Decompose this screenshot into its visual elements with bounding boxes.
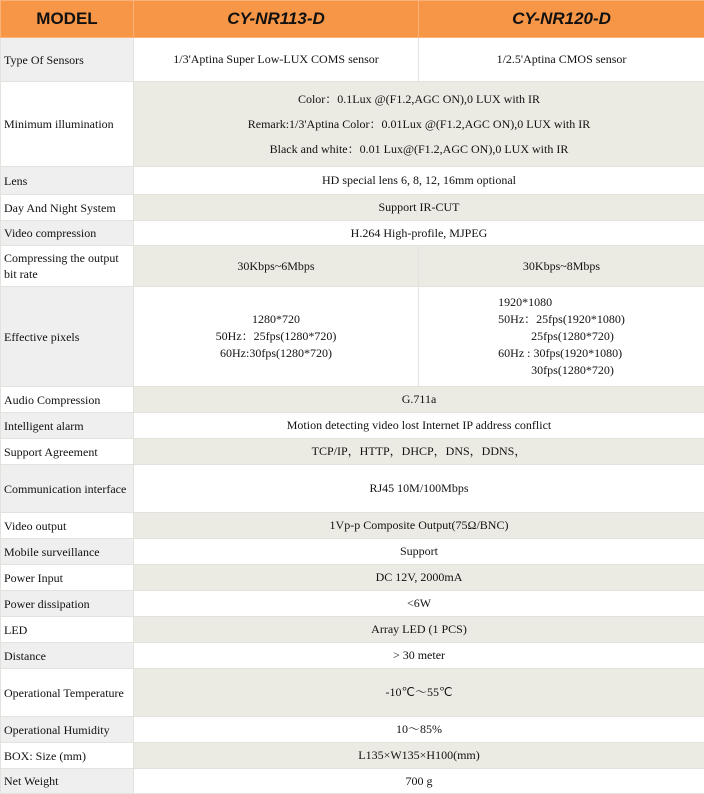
row-label: Video output [1, 513, 134, 539]
row-day-night [1, 195, 704, 221]
row-mobile [1, 539, 704, 565]
value-shared: DC 12V, 2000mA [134, 565, 704, 591]
row-label: LED [1, 617, 134, 643]
row-led [1, 617, 704, 643]
row-power-dissipation [1, 591, 704, 617]
row-protocol [1, 439, 704, 465]
row-label: Type Of Sensors [1, 38, 134, 82]
row-label: Lens [1, 167, 134, 195]
row-box-size [1, 743, 704, 769]
value-shared: -10℃～55℃ [134, 669, 704, 717]
row-label: BOX: Size (mm) [1, 743, 134, 769]
row-label: Net Weight [1, 769, 134, 794]
value-shared: 700 g [134, 769, 704, 794]
value-shared [134, 82, 704, 167]
row-bitrate [1, 246, 704, 287]
row-illumination [1, 82, 704, 167]
illum-line: Black and white：0.01 Lux@(F1.2,AGC ON),0 LUX with IR [269, 141, 569, 156]
row-alarm [1, 413, 704, 439]
value-model-2: 1/2.5'Aptina CMOS sensor [419, 38, 704, 82]
row-label: Operational Humidity [1, 717, 134, 743]
value-shared: Array LED (1 PCS) [134, 617, 704, 643]
pixels-text: 1920*1080 50Hz：25fps(1920*1080) 25fps(1280*720) 60Hz : 30fps(1920*1080) 30fps(1280*720) [498, 295, 625, 377]
row-effective-pixels [1, 287, 704, 387]
row-label: Support Agreement [1, 439, 134, 465]
value-shared: H.264 High-profile, MJPEG [134, 221, 704, 246]
header-row [1, 1, 704, 38]
row-audio [1, 387, 704, 413]
row-label: Minimum illumination [1, 82, 134, 167]
value-shared: 1Vp-p Composite Output(75Ω/BNC) [134, 513, 704, 539]
header-model-1: CY-NR113-D [134, 1, 419, 38]
row-label: Audio Compression [1, 387, 134, 413]
row-label: Mobile surveillance [1, 539, 134, 565]
value-model-1: 30Kbps~6Mbps [134, 246, 419, 287]
row-distance [1, 643, 704, 669]
row-label: Power Input [1, 565, 134, 591]
value-model-2 [419, 287, 704, 387]
row-temperature [1, 669, 704, 717]
value-model-2: 30Kbps~8Mbps [419, 246, 704, 287]
value-shared: RJ45 10M/100Mbps [134, 465, 704, 513]
row-label: Power dissipation [1, 591, 134, 617]
pixels-text: 1280*720 50Hz：25fps(1280*720) 60Hz:30fps(1280*720) [215, 312, 337, 360]
value-shared: L135×W135×H100(mm) [134, 743, 704, 769]
value-model-1: 1/3'Aptina Super Low-LUX COMS sensor [134, 38, 419, 82]
value-shared: <6W [134, 591, 704, 617]
value-shared: > 30 meter [134, 643, 704, 669]
row-label: Effective pixels [1, 287, 134, 387]
value-shared: TCP/IP，HTTP，DHCP，DNS，DDNS， [134, 439, 704, 465]
row-label: Communication interface [1, 465, 134, 513]
row-label: Day And Night System [1, 195, 134, 221]
illum-line: Remark:1/3'Aptina Color：0.01Lux @(F1.2,AGC ON),0 LUX with IR [247, 116, 591, 131]
value-shared: Motion detecting video lost Internet IP address conflict [134, 413, 704, 439]
value-shared: 10～85% [134, 717, 704, 743]
row-label: Operational Temperature [1, 669, 134, 717]
row-label: Video compression [1, 221, 134, 246]
value-shared: G.711a [134, 387, 704, 413]
value-shared: HD special lens 6, 8, 12, 16mm optional [134, 167, 704, 195]
value-shared: Support [134, 539, 704, 565]
header-model-2: CY-NR120-D [419, 1, 704, 38]
row-net-weight [1, 769, 704, 794]
row-sensor [1, 38, 704, 82]
row-label: Intelligent alarm [1, 413, 134, 439]
row-label: Compressing the output bit rate [1, 246, 134, 287]
illum-line: Color：0.1Lux @(F1.2,AGC ON),0 LUX with IR [297, 91, 541, 106]
row-communication [1, 465, 704, 513]
value-model-1 [134, 287, 419, 387]
row-humidity [1, 717, 704, 743]
header-model: MODEL [1, 1, 134, 38]
row-power-input [1, 565, 704, 591]
row-lens [1, 167, 704, 195]
row-video-output [1, 513, 704, 539]
row-label: Distance [1, 643, 134, 669]
value-shared: Support IR-CUT [134, 195, 704, 221]
row-video-compression [1, 221, 704, 246]
